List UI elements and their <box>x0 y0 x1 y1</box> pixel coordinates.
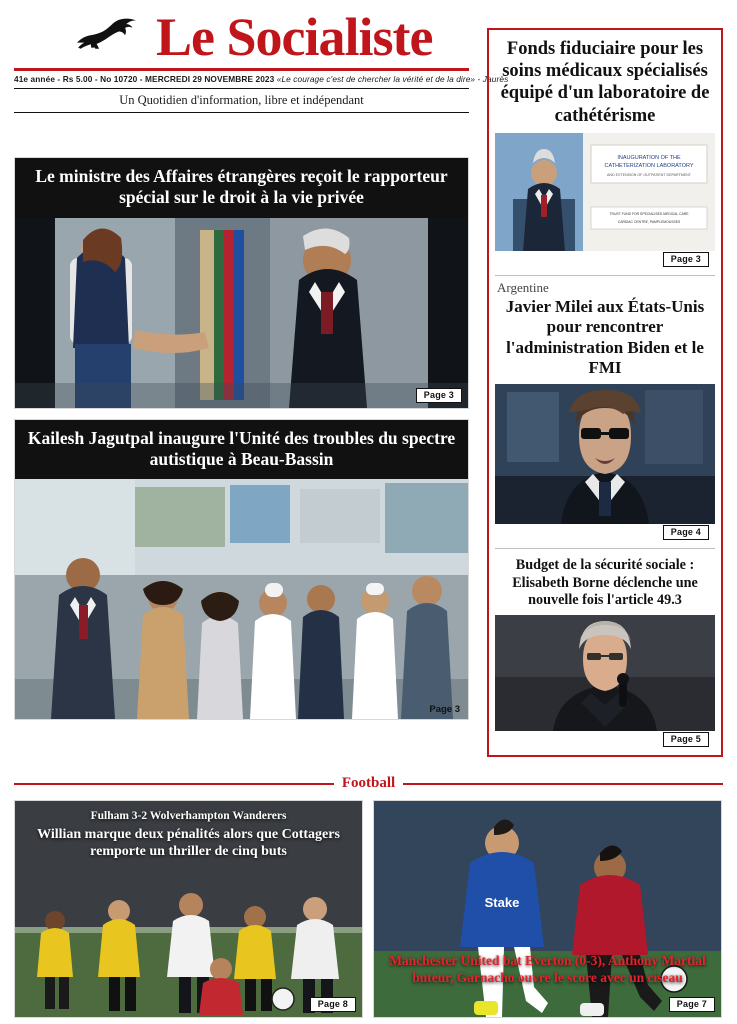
tagline-box <box>14 89 469 113</box>
right-second-headline: Javier Milei aux États-Unis pour rencontrer l'administration Biden et le FMI <box>505 296 705 377</box>
page-reference-tag: Page 4 <box>663 525 709 540</box>
right-top-tag-row <box>495 251 715 267</box>
story-autism-unit[interactable] <box>14 419 469 721</box>
issue-info: 41e année - Rs 5.00 - No 10720 - MERCREDI 29 NOVEMBRE 2023 <box>14 74 275 84</box>
svg-text:CATHETERIZATION LABORATORY: CATHETERIZATION LABORATORY <box>604 162 694 169</box>
football-card-overlay <box>15 809 362 861</box>
masthead-motto: «Le courage c'est de chercher la vérité et de la dire» - Jaurès <box>276 74 509 84</box>
football-card-manutd[interactable] <box>373 800 722 1018</box>
football-card-subhead: Fulham 3-2 Wolverhampton Wanderers <box>90 810 287 822</box>
svg-text:Stake: Stake <box>484 895 520 910</box>
right-column <box>487 28 723 757</box>
right-divider-2 <box>495 548 715 549</box>
football-card-headline: Manchester United bat Everton (0-3), Anthony Martial buteur, Garnacho ouvre le score avec un ciseau <box>389 953 706 986</box>
horse-logo-icon <box>72 14 146 54</box>
svg-text:TRUST FUND FOR SPECIALISED MED: TRUST FUND FOR SPECIALISED MEDICAL CARE <box>609 211 689 216</box>
right-third-tag-row <box>495 731 715 747</box>
svg-text:INAUGURATION OF THE: INAUGURATION OF THE <box>617 154 681 161</box>
masthead <box>14 7 509 113</box>
story-photo <box>15 479 468 719</box>
football-section <box>14 775 723 1018</box>
masthead-red-rule <box>14 68 469 71</box>
issue-line <box>14 74 509 84</box>
paper-title: Le Socialiste <box>156 7 433 67</box>
football-section-title: Football <box>341 775 396 791</box>
right-top-headline: Fonds fiduciaire pour les soins médicaux spécialisés équipé d'un laboratoire de cathétérisme <box>500 39 710 126</box>
story-photo <box>15 218 468 408</box>
right-kicker-argentine: Argentine <box>497 279 549 295</box>
football-cards <box>14 800 723 1018</box>
story-headline: Le ministre des Affaires étrangères reçoit le rapporteur spécial sur le droit à la vie privée <box>15 158 468 218</box>
svg-text:CARDIAC CENTRE, PAMPLEMOUSSES: CARDIAC CENTRE, PAMPLEMOUSSES <box>617 219 681 224</box>
story-headline: Kailesh Jagutpal inaugure l'Unité des troubles du spectre autistique à Beau-Bassin <box>15 420 468 480</box>
svg-text:AND EXTENSION OF OUTPATIENT DE: AND EXTENSION OF OUTPATIENT DEPARTMENT <box>607 172 691 177</box>
tagline: Un Quotidien d'information, libre et indépendant <box>119 93 364 107</box>
right-third-photo[interactable] <box>495 615 715 731</box>
page-reference-tag: Page 3 <box>663 252 709 267</box>
page-reference-tag: Page 8 <box>310 997 356 1012</box>
photo-handshake-illustration <box>15 218 468 408</box>
left-column <box>14 157 469 730</box>
photo-borne-illustration <box>495 615 715 731</box>
photo-lab-inauguration-illustration <box>495 133 715 251</box>
right-second-tag-row <box>495 524 715 540</box>
football-card-fulham[interactable] <box>14 800 363 1018</box>
page-reference-tag: Page 3 <box>429 704 460 716</box>
football-card-headline: Willian marque deux pénalités alors que Cottagers remporte un thriller de cinq buts <box>37 827 340 860</box>
football-rule-left <box>14 783 334 785</box>
football-title-row <box>14 775 723 792</box>
right-top-photo[interactable] <box>495 133 715 251</box>
masthead-logo-row <box>14 7 469 67</box>
photo-milei-illustration <box>495 384 715 524</box>
story-foreign-minister[interactable] <box>14 157 469 409</box>
photo-inauguration-illustration <box>15 479 468 719</box>
page-reference-tag: Page 7 <box>669 997 715 1012</box>
page-reference-tag: Page 3 <box>416 388 462 403</box>
right-third-headline: Budget de la sécurité sociale : Elisabeth Borne déclenche une nouvelle fois l'article 49.3 <box>512 557 698 608</box>
right-second-photo[interactable] <box>495 384 715 524</box>
right-divider-1 <box>495 275 715 276</box>
page-reference-tag: Page 5 <box>663 732 709 747</box>
football-rule-right <box>403 783 723 785</box>
